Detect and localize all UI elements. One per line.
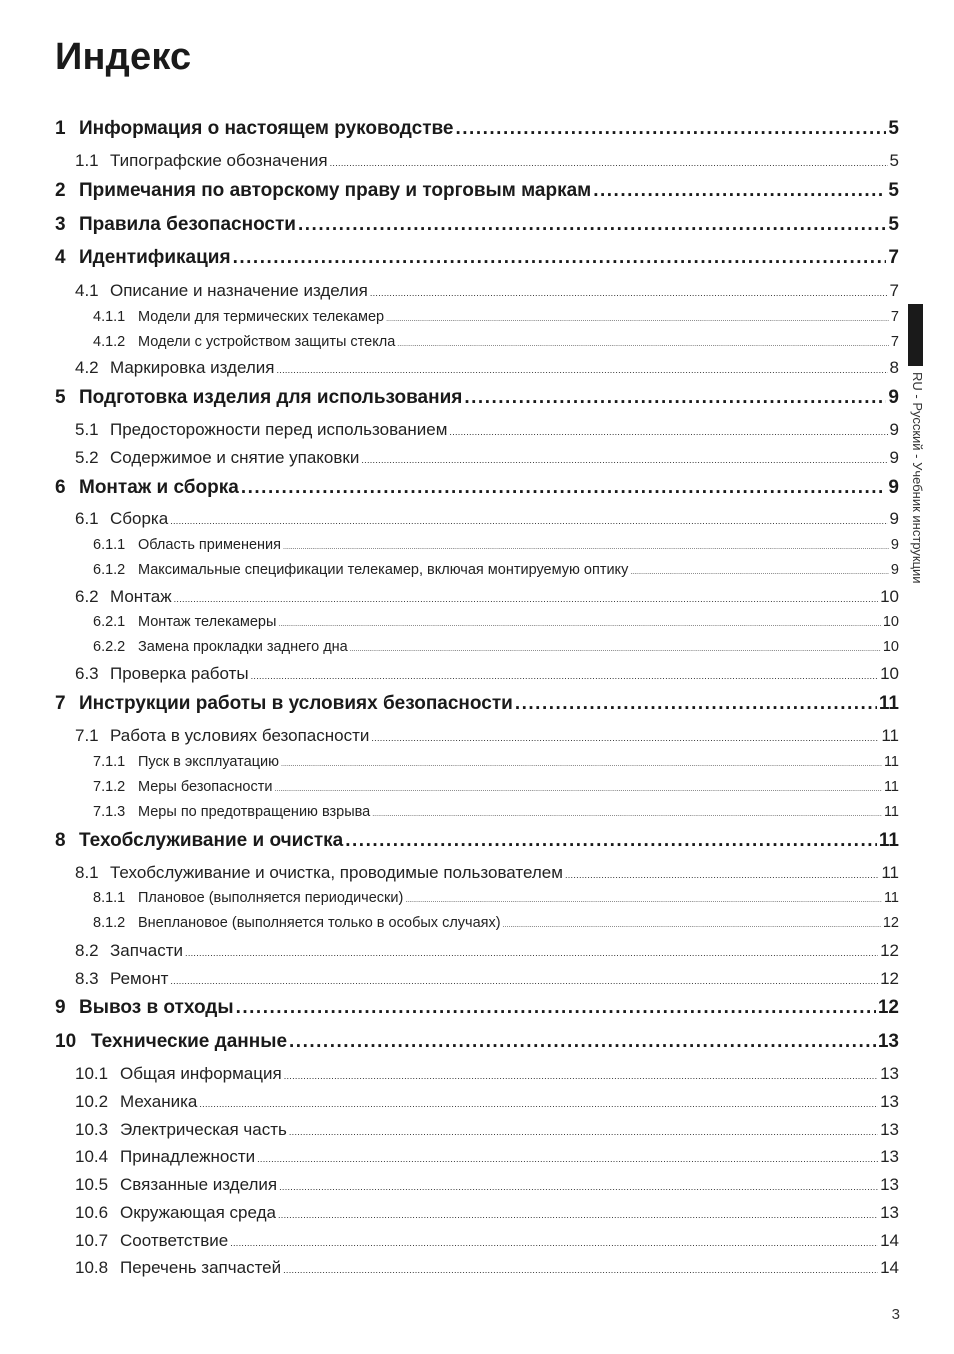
toc-entry[interactable]: [55, 1031, 899, 1053]
toc-entry[interactable]: [75, 969, 899, 989]
toc-entry-title: Предосторожности перед использованием: [110, 420, 448, 439]
toc-entry[interactable]: [55, 387, 899, 409]
toc-entry-page: 12: [880, 969, 899, 988]
toc-entry-title: Подготовка изделия для использования: [79, 387, 463, 408]
dot-leader: [185, 948, 878, 958]
toc-entry-number: 10.6: [75, 1203, 109, 1222]
toc-entry-number: 3: [55, 214, 66, 235]
toc-entry-title: Внеплановое (выполняется только в особых случаях): [138, 915, 501, 931]
toc-entry[interactable]: [93, 309, 899, 325]
dot-leader: [565, 870, 879, 880]
dot-leader: [330, 158, 888, 168]
toc-entry[interactable]: [93, 915, 899, 931]
toc-entry-page: 13: [877, 1031, 899, 1052]
toc-entry-page: 9: [890, 562, 899, 578]
dot-leader: [371, 733, 879, 743]
toc-entry-number: 10.5: [75, 1175, 109, 1194]
toc-entry-page: 7: [890, 334, 899, 350]
toc-entry-page: 13: [880, 1092, 899, 1111]
toc-entry-title: Запчасти: [110, 941, 184, 960]
toc-entry-page: 12: [877, 997, 899, 1018]
toc-entry-number: 8.3: [75, 969, 99, 988]
toc-entry-number: 4.1: [75, 281, 99, 300]
dot-leader: [361, 455, 887, 465]
toc-entry-title: Технические данные: [91, 1031, 288, 1052]
dot-leader: [275, 786, 882, 793]
toc-entry-page: 12: [880, 941, 899, 960]
toc-entry-number: 7.1: [75, 726, 99, 745]
toc-entry-page: 11: [878, 693, 899, 714]
toc-entry[interactable]: [75, 1064, 899, 1084]
toc-entry-page: 14: [880, 1231, 899, 1250]
dot-leader: [289, 1127, 878, 1137]
toc-entry-number: 10: [55, 1031, 77, 1052]
toc-entry-page: 14: [880, 1258, 899, 1277]
page-number: 3: [891, 1306, 900, 1323]
toc-entry-page: 9: [889, 420, 899, 439]
dot-leader: [278, 621, 880, 628]
dot-leader: [405, 897, 882, 904]
toc-entry-page: 9: [888, 477, 899, 498]
toc-entry-page: 11: [881, 863, 899, 882]
toc-entry-title: Монтаж и сборка: [79, 477, 239, 498]
toc-entry-number: 6.3: [75, 664, 99, 683]
toc-entry-title: Информация о настоящем руководстве: [79, 118, 454, 139]
toc-entry-title: Сборка: [110, 509, 169, 528]
dot-leader: [233, 247, 887, 269]
toc-entry-number: 6.2.2: [93, 639, 126, 655]
toc-entry-number: 10.7: [75, 1231, 109, 1250]
toc-entry-title: Типографские обозначения: [110, 151, 328, 170]
dot-leader: [174, 594, 878, 604]
toc-entry-number: 8.1: [75, 863, 99, 882]
side-language-label: RU - Русский - Учебник инструкции: [910, 372, 925, 584]
toc-entry-title: Электрическая часть: [120, 1120, 287, 1139]
dot-leader: [449, 427, 887, 437]
toc-entry[interactable]: [75, 664, 899, 684]
toc-entry-number: 7.1.2: [93, 779, 126, 795]
dot-leader: [170, 516, 887, 526]
toc-entry[interactable]: [75, 281, 899, 301]
toc-entry-page: 13: [880, 1203, 899, 1222]
dot-leader: [289, 1031, 876, 1053]
toc-entry-title: Монтаж: [110, 587, 172, 606]
toc-entry[interactable]: [93, 779, 899, 795]
toc-entry-page: 11: [883, 804, 899, 820]
dot-leader: [257, 1154, 878, 1164]
toc-entry-page: 13: [880, 1147, 899, 1166]
toc-entry[interactable]: [75, 509, 899, 529]
toc-entry-number: 6.2: [75, 587, 99, 606]
toc-entry[interactable]: [75, 1258, 899, 1278]
toc-entry-number: 6: [55, 477, 66, 498]
dot-leader: [251, 671, 878, 681]
toc-entry-title: Перечень запчастей: [120, 1258, 282, 1277]
dot-leader: [503, 922, 881, 929]
toc-entry-number: 1.1: [75, 151, 99, 170]
toc-entry-number: 10.2: [75, 1092, 109, 1111]
toc-entry[interactable]: [75, 1092, 899, 1112]
toc-entry[interactable]: [93, 562, 899, 578]
toc-entry-title: Правила безопасности: [79, 214, 296, 235]
toc-entry-number: 10.3: [75, 1120, 109, 1139]
toc-entry[interactable]: [55, 214, 899, 236]
toc-entry-number: 5: [55, 387, 66, 408]
toc-entry[interactable]: [55, 180, 899, 202]
toc-entry[interactable]: [93, 334, 899, 350]
dot-leader: [397, 341, 889, 348]
toc-entry-number: 1: [55, 118, 66, 139]
toc-entry[interactable]: [93, 804, 899, 820]
dot-leader: [350, 646, 881, 653]
toc-entry[interactable]: [75, 151, 899, 171]
toc-entry[interactable]: [55, 477, 899, 499]
dot-leader: [241, 477, 887, 499]
dot-leader: [464, 387, 886, 409]
toc-entry[interactable]: [75, 726, 899, 746]
toc-entry-title: Примечания по авторскому праву и торговым маркам: [79, 180, 592, 201]
toc-entry-title: Соответствие: [120, 1231, 229, 1250]
toc-entry-number: 4.1.2: [93, 334, 126, 350]
toc-entry[interactable]: [93, 639, 899, 655]
toc-entry[interactable]: [75, 1203, 899, 1223]
toc-entry-title: Идентификация: [79, 247, 231, 268]
toc-entry-title: Инструкции работы в условиях безопасности: [79, 693, 513, 714]
toc-entry-title: Маркировка изделия: [110, 358, 275, 377]
toc-entry[interactable]: [75, 1175, 899, 1195]
toc-entry-number: 6.1: [75, 509, 99, 528]
toc-entry-number: 9: [55, 997, 66, 1018]
dot-leader: [230, 1238, 878, 1248]
toc-entry[interactable]: [75, 1231, 899, 1251]
toc-entry[interactable]: [55, 118, 899, 140]
dot-leader: [345, 830, 877, 852]
dot-leader: [278, 1210, 878, 1220]
toc-entry[interactable]: [75, 358, 899, 378]
dot-leader: [386, 316, 889, 323]
toc-entry-number: 2: [55, 180, 66, 201]
toc-entry-page: 12: [882, 915, 899, 931]
toc-entry-page: 11: [883, 754, 899, 770]
toc-entry[interactable]: [55, 830, 899, 852]
toc-entry[interactable]: [55, 693, 899, 715]
dot-leader: [283, 544, 889, 551]
toc-entry-number: 6.2.1: [93, 614, 126, 630]
dot-leader: [456, 118, 887, 140]
toc-entry-page: 11: [883, 779, 899, 795]
toc-entry-page: 9: [888, 387, 899, 408]
toc-entry-number: 8.2: [75, 941, 99, 960]
toc-entry-number: 10.4: [75, 1147, 109, 1166]
dot-leader: [370, 288, 888, 298]
toc-entry[interactable]: [93, 614, 899, 630]
toc-entry-title: Связанные изделия: [120, 1175, 278, 1194]
toc-entry[interactable]: [75, 587, 899, 607]
toc-entry-page: 13: [880, 1064, 899, 1083]
toc-entry-title: Плановое (выполняется периодически): [138, 890, 404, 906]
dot-leader: [170, 976, 878, 986]
toc-entry-page: 10: [880, 587, 899, 606]
toc-entry-page: 13: [880, 1175, 899, 1194]
dot-leader: [593, 180, 886, 202]
dot-leader: [630, 569, 889, 576]
toc-entry[interactable]: [93, 754, 899, 770]
toc-entry-page: 5: [889, 151, 899, 170]
toc-entry-title: Модели для термических телекамер: [138, 309, 385, 325]
toc-entry[interactable]: [75, 1120, 899, 1140]
toc-entry-number: 7.1.3: [93, 804, 126, 820]
toc-entry-page: 5: [888, 118, 899, 139]
toc-entry-title: Ремонт: [110, 969, 169, 988]
toc-entry-page: 13: [880, 1120, 899, 1139]
toc-entry-number: 8.1.2: [93, 915, 126, 931]
toc-entry-title: Пуск в эксплуатацию: [138, 754, 279, 770]
toc-entry-page: 11: [878, 830, 899, 851]
toc-entry-page: 10: [882, 639, 899, 655]
toc-entry-number: 6.1.2: [93, 562, 126, 578]
toc-entry-page: 11: [881, 726, 899, 745]
toc-entry-page: 10: [882, 614, 899, 630]
dot-leader: [199, 1099, 878, 1109]
toc-entry-number: 7.1.1: [93, 754, 126, 770]
toc-entry-title: Меры по предотвращению взрыва: [138, 804, 371, 820]
toc-entry-title: Общая информация: [120, 1064, 282, 1083]
toc-entry[interactable]: [93, 890, 899, 906]
toc-entry[interactable]: [75, 1147, 899, 1167]
toc-entry-page: 5: [888, 180, 899, 201]
dot-leader: [276, 365, 887, 375]
toc-entry-title: Проверка работы: [110, 664, 249, 683]
toc-entry-title: Принадлежности: [120, 1147, 256, 1166]
dot-leader: [279, 1182, 878, 1192]
toc-entry-number: 6.1.1: [93, 537, 126, 553]
toc-entry-title: Техобслуживание и очистка: [79, 830, 344, 851]
toc-entry-title: Максимальные спецификации телекамер, включая монтируемую оптику: [138, 562, 629, 578]
dot-leader: [372, 811, 882, 818]
toc-entry-page: 7: [889, 281, 899, 300]
toc-entry-number: 4.2: [75, 358, 99, 377]
toc-entry-title: Содержимое и снятие упаковки: [110, 448, 360, 467]
toc-entry-page: 7: [888, 247, 899, 268]
toc-entry-title: Описание и назначение изделия: [110, 281, 368, 300]
toc-entry[interactable]: [93, 537, 899, 553]
toc-entry-title: Замена прокладки заднего дна: [138, 639, 348, 655]
toc-entry[interactable]: [55, 247, 899, 269]
toc-entry-title: Окружающая среда: [120, 1203, 276, 1222]
dot-leader: [283, 1265, 878, 1275]
toc-entry-title: Область применения: [138, 537, 282, 553]
page-title: Индекс: [55, 36, 192, 78]
dot-leader: [284, 1071, 878, 1081]
toc-entry[interactable]: [75, 863, 899, 883]
toc-entry[interactable]: [75, 448, 899, 468]
toc-entry-page: 9: [889, 448, 899, 467]
toc-entry-number: 8: [55, 830, 66, 851]
toc-entry-title: Техобслуживание и очистка, проводимые пользователем: [110, 863, 563, 882]
toc-entry-title: Работа в условиях безопасности: [110, 726, 370, 745]
toc-entry-number: 4: [55, 247, 66, 268]
toc-entry-title: Меры безопасности: [138, 779, 273, 795]
toc-entry-page: 5: [888, 214, 899, 235]
dot-leader: [281, 761, 882, 768]
toc-entry-title: Модели с устройством защиты стекла: [138, 334, 396, 350]
toc-entry-page: 9: [890, 537, 899, 553]
toc-entry-title: Вывоз в отходы: [79, 997, 234, 1018]
toc-entry-title: Монтаж телекамеры: [138, 614, 277, 630]
toc-entry-page: 10: [880, 664, 899, 683]
toc-entry-number: 10.8: [75, 1258, 109, 1277]
toc-entry-number: 7: [55, 693, 66, 714]
toc-entry[interactable]: [75, 420, 899, 440]
toc-entry[interactable]: [55, 997, 899, 1019]
toc-entry-title: Механика: [120, 1092, 198, 1111]
language-tab-marker: [908, 304, 923, 366]
toc-entry-page: 9: [889, 509, 899, 528]
toc-entry-number: 10.1: [75, 1064, 109, 1083]
toc-entry-number: 8.1.1: [93, 890, 126, 906]
toc-entry-page: 7: [890, 309, 899, 325]
dot-leader: [515, 693, 877, 715]
toc-entry-number: 5.2: [75, 448, 99, 467]
dot-leader: [298, 214, 886, 236]
toc-entry-page: 11: [883, 890, 899, 906]
toc-entry-page: 8: [889, 358, 899, 377]
toc-entry-number: 4.1.1: [93, 309, 126, 325]
toc-entry-number: 5.1: [75, 420, 99, 439]
toc-entry[interactable]: [75, 941, 899, 961]
dot-leader: [236, 997, 876, 1019]
